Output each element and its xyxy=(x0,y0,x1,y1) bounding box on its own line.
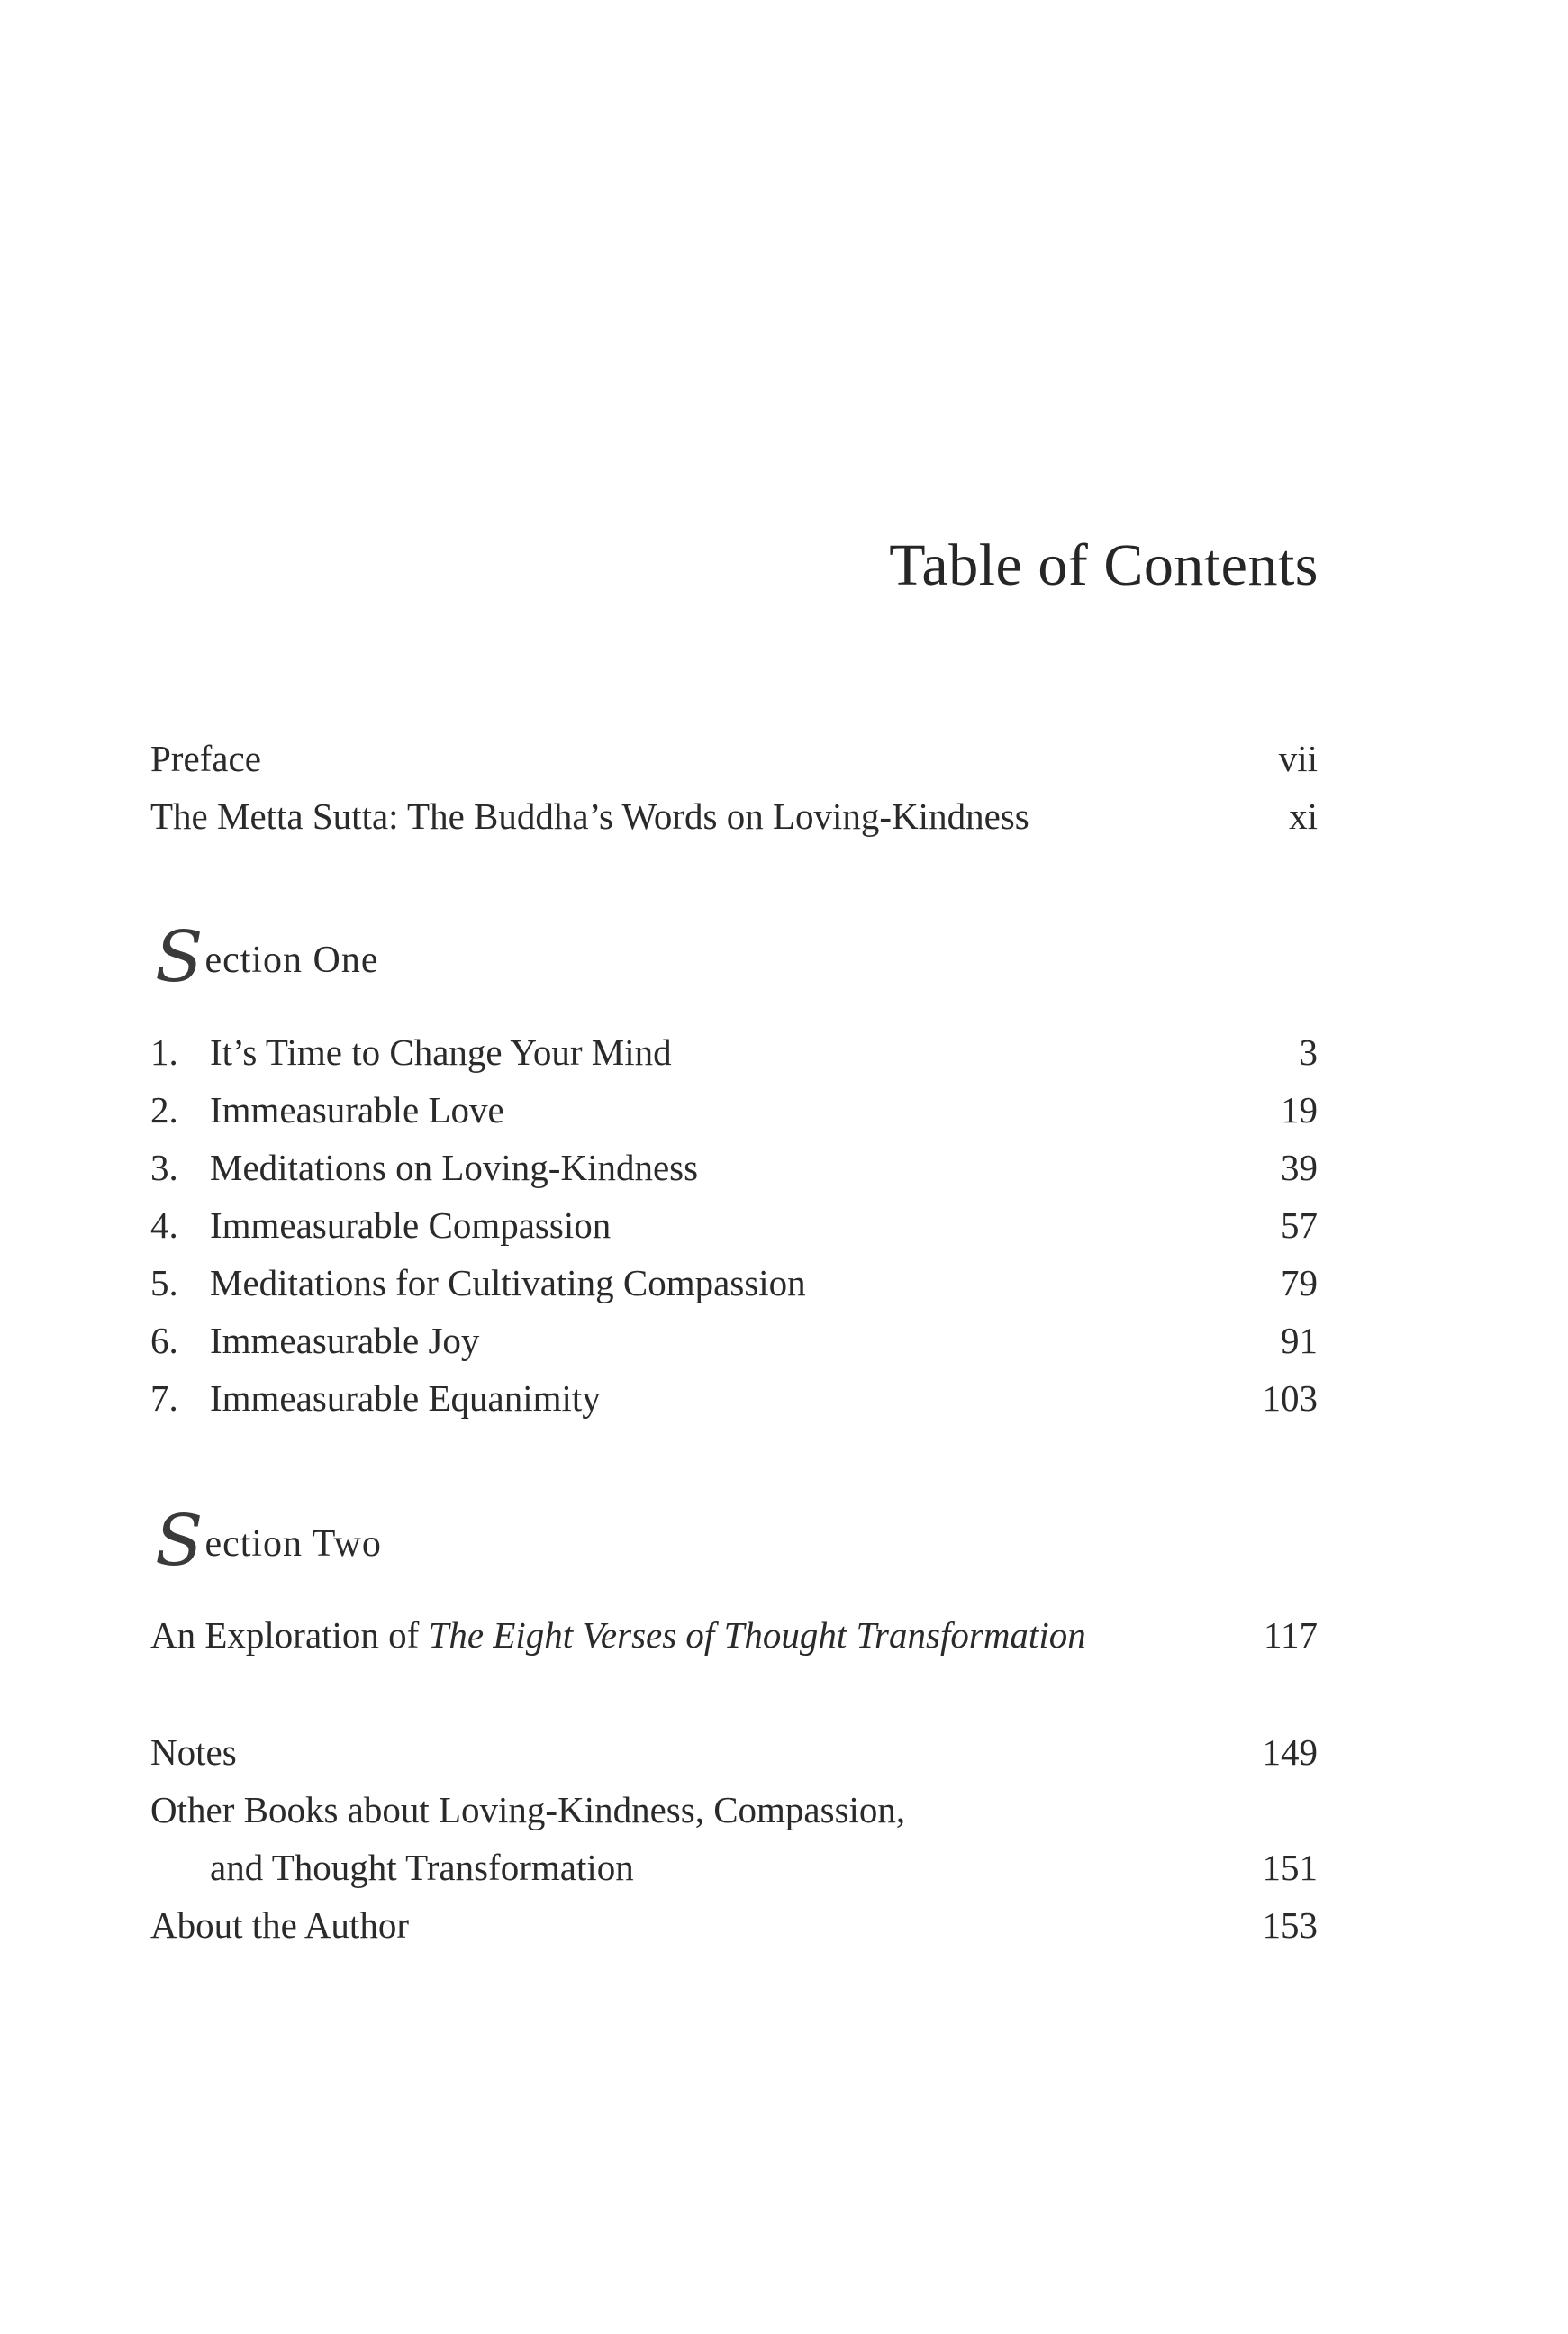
front-matter-list xyxy=(150,730,1318,845)
section-two-heading xyxy=(155,1501,382,1582)
chapter-page: 39 xyxy=(1281,1147,1318,1188)
chapter-number: 4. xyxy=(150,1204,178,1246)
chapter-number: 3. xyxy=(150,1147,178,1188)
toc-entry-notes xyxy=(150,1723,1318,1781)
chapter-row xyxy=(150,1139,1318,1196)
toc-entry-preface xyxy=(150,730,1318,787)
chapter-page: 91 xyxy=(1281,1320,1318,1361)
section-two-entry-list xyxy=(150,1606,1318,1664)
toc-entry-page: 151 xyxy=(1262,1847,1318,1888)
page-title: Table of Contents xyxy=(889,532,1319,598)
back-matter-list xyxy=(150,1723,1318,1954)
toc-entry-title: The Metta Sutta: The Buddha’s Words on Loving-Kindness xyxy=(150,795,1029,837)
chapter-title: Immeasurable Compassion xyxy=(210,1204,612,1246)
chapter-page: 57 xyxy=(1281,1204,1318,1246)
toc-entry-title-continued: and Thought Transformation xyxy=(210,1847,634,1888)
toc-entry-about-author xyxy=(150,1896,1318,1954)
chapter-number: 1. xyxy=(150,1031,178,1073)
toc-entry-title: About the Author xyxy=(150,1904,409,1946)
chapter-title: Immeasurable Love xyxy=(210,1089,504,1131)
toc-entry-page: 149 xyxy=(1262,1731,1318,1773)
chapter-title: Immeasurable Joy xyxy=(210,1320,480,1361)
toc-entry-title: Notes xyxy=(150,1731,237,1773)
chapter-title: It’s Time to Change Your Mind xyxy=(210,1031,672,1073)
chapter-row xyxy=(150,1023,1318,1081)
section-one-chapter-list xyxy=(150,1023,1318,1427)
toc-entry-metta-sutta xyxy=(150,787,1318,845)
chapter-row xyxy=(150,1196,1318,1254)
chapter-row xyxy=(150,1081,1318,1139)
toc-entry-title: Other Books about Loving-Kindness, Compassion, xyxy=(150,1789,906,1830)
chapter-number: 2. xyxy=(150,1089,178,1131)
section-heading-text: ection One xyxy=(204,940,379,981)
chapter-title: Meditations for Cultivating Compassion xyxy=(210,1262,806,1303)
toc-entry-italic-title: The Eight Verses of Thought Transformation xyxy=(428,1614,1086,1656)
toc-entry-other-books-line1 xyxy=(150,1781,1318,1839)
toc-entry-other-books-line2 xyxy=(150,1839,1318,1896)
toc-entry-title: Preface xyxy=(150,738,261,779)
chapter-page: 19 xyxy=(1281,1089,1318,1131)
chapter-number: 5. xyxy=(150,1262,178,1303)
toc-entry-prefix: An Exploration of xyxy=(150,1614,429,1656)
chapter-row xyxy=(150,1369,1318,1427)
chapter-number: 7. xyxy=(150,1377,178,1419)
chapter-row xyxy=(150,1254,1318,1312)
chapter-title: Immeasurable Equanimity xyxy=(210,1377,601,1419)
chapter-number: 6. xyxy=(150,1320,178,1361)
chapter-row xyxy=(150,1312,1318,1369)
toc-entry-eight-verses xyxy=(150,1606,1318,1664)
chapter-title: Meditations on Loving-Kindness xyxy=(210,1147,699,1188)
toc-entry-page: 117 xyxy=(1264,1614,1318,1656)
section-ornamental-initial: S xyxy=(155,917,204,998)
chapter-page: 3 xyxy=(1299,1031,1318,1073)
chapter-page: 103 xyxy=(1262,1377,1318,1419)
chapter-page: 79 xyxy=(1281,1262,1318,1303)
toc-entry-page: 153 xyxy=(1262,1904,1318,1946)
toc-entry-page: vii xyxy=(1278,738,1318,779)
section-one-heading xyxy=(155,917,379,998)
section-ornamental-initial: S xyxy=(155,1501,204,1582)
section-heading-text: ection Two xyxy=(204,1523,382,1565)
toc-entry-page: xi xyxy=(1289,795,1318,837)
